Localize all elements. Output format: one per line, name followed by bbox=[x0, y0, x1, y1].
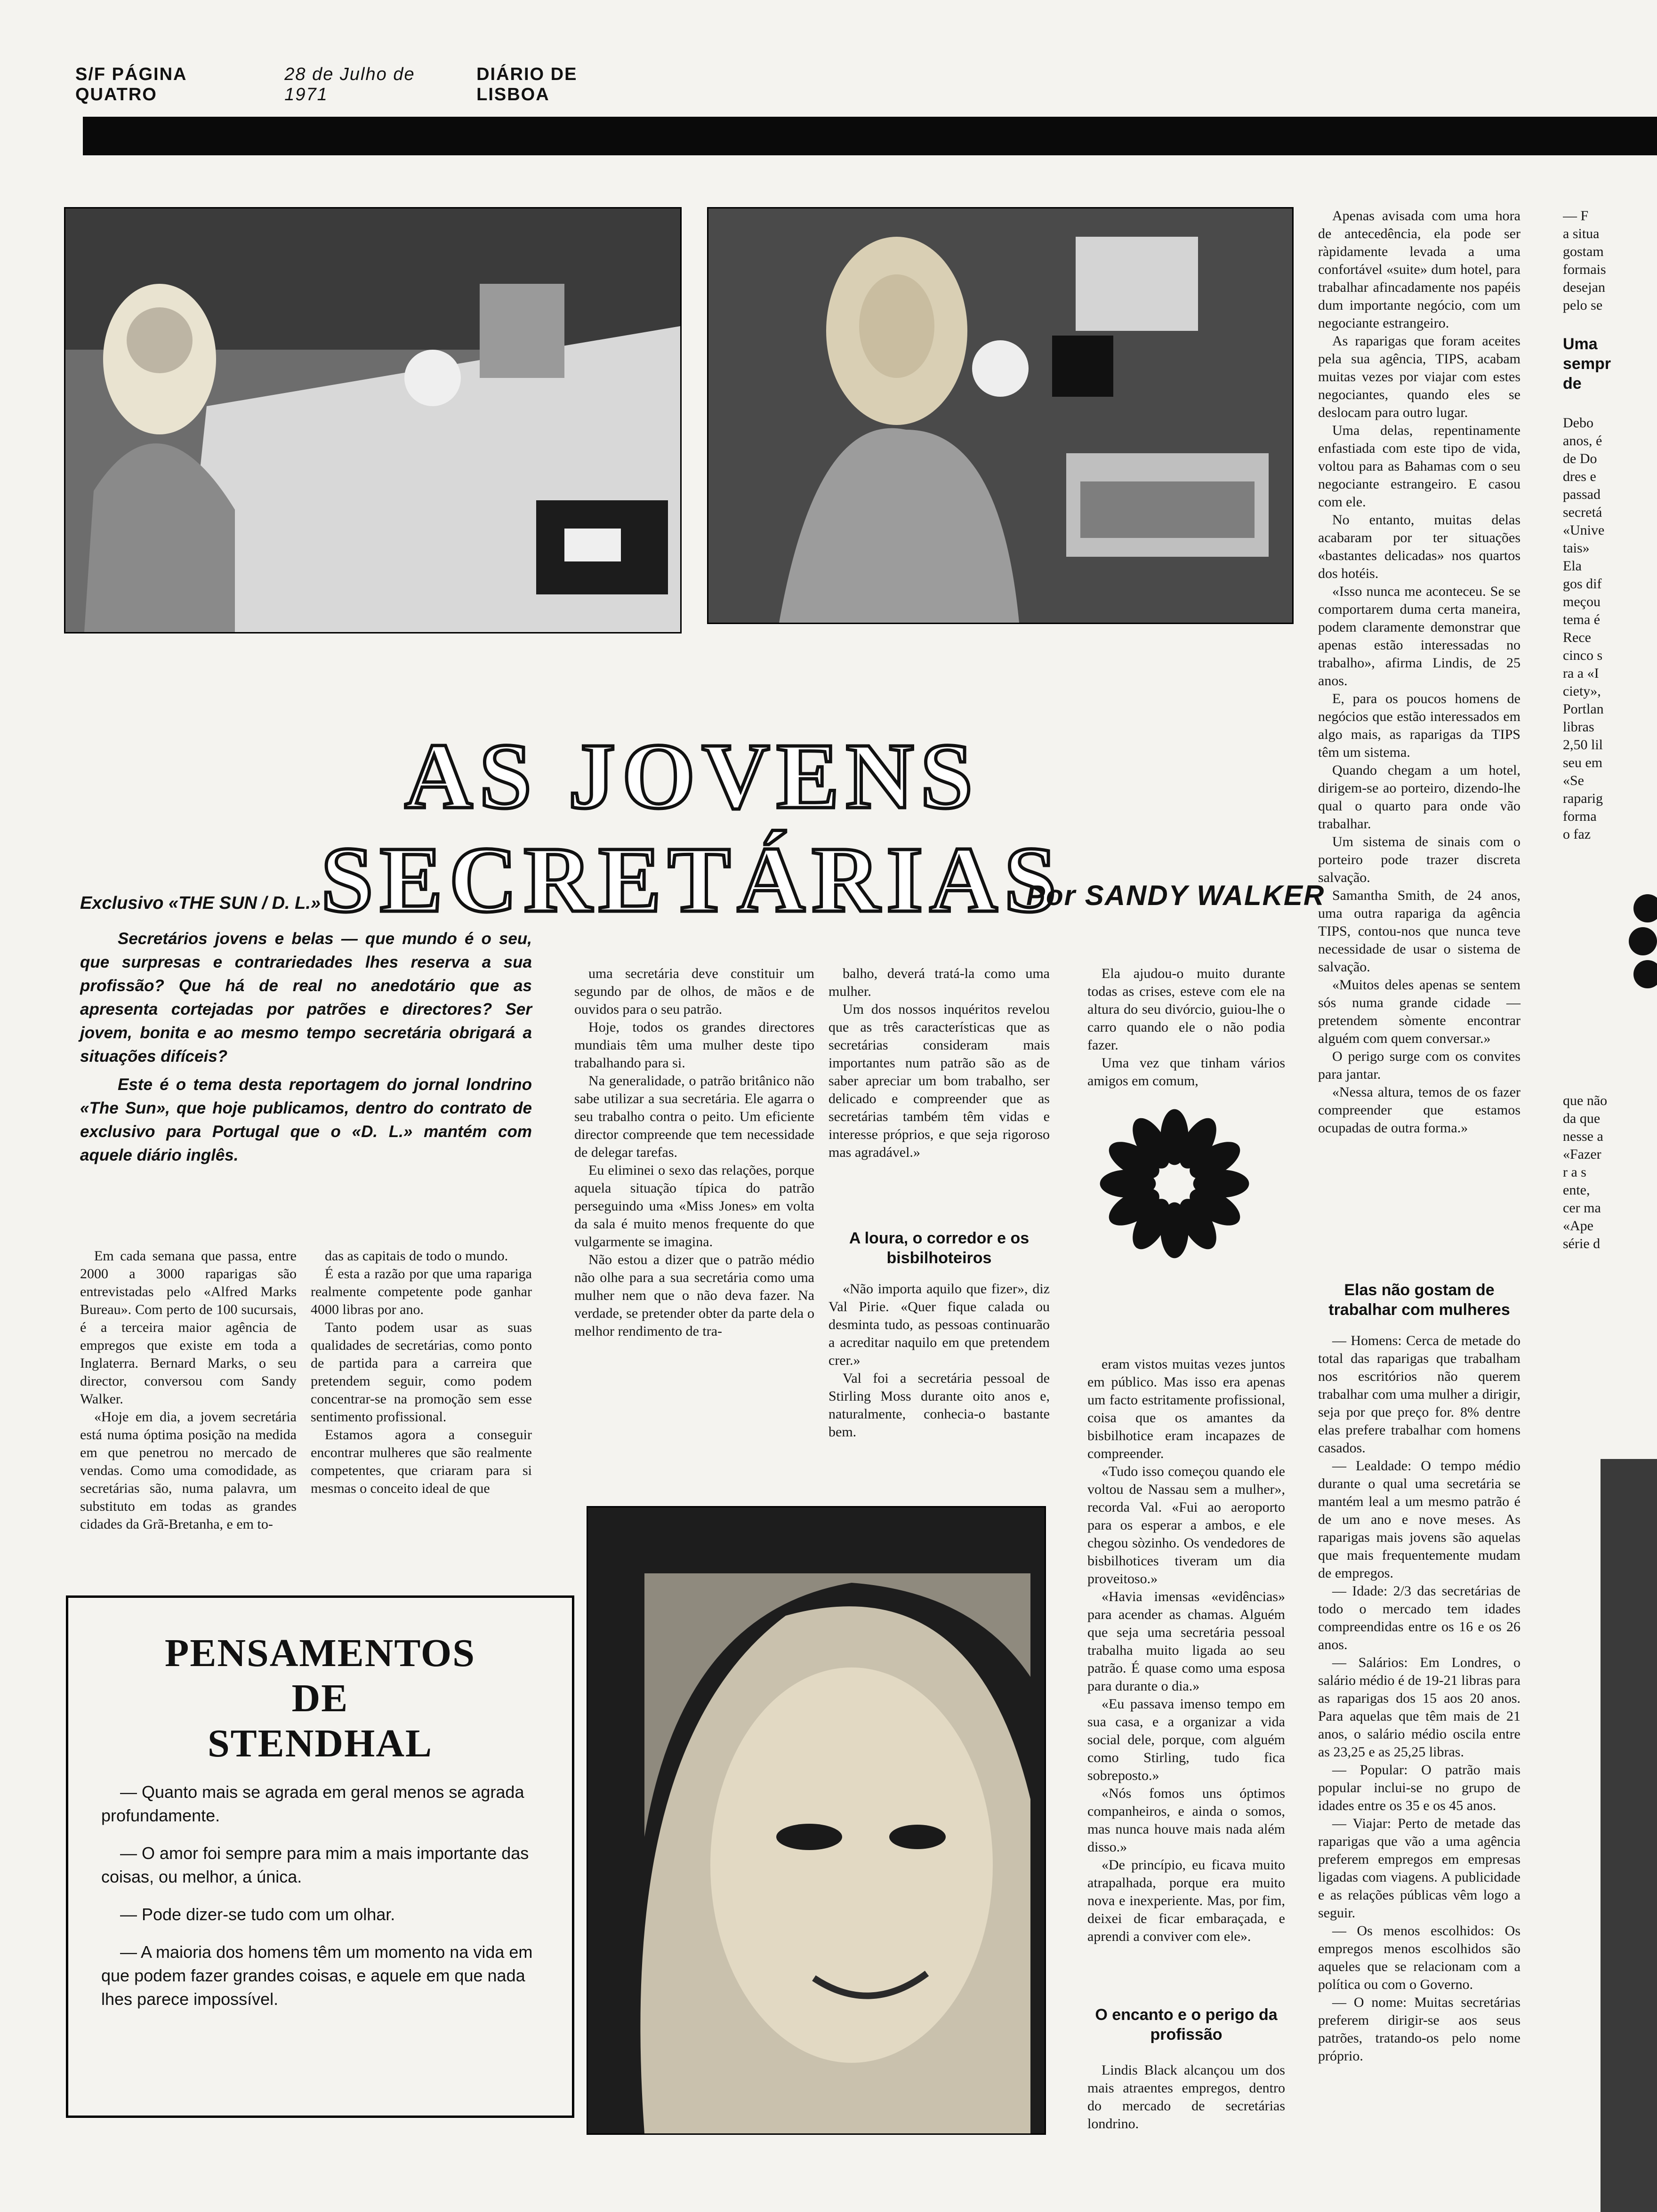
subhead-encanto: O encanto e o perigo da profissão bbox=[1095, 2006, 1278, 2044]
paragraph: O perigo surge com os convites para jantar. bbox=[1318, 1049, 1520, 1082]
byline: Por SANDY WALKER bbox=[1026, 880, 1325, 911]
paragraph: Quando chegam a um hotel, dirigem-se ao porteiro, dizendo-lhe qual o quarto para onde vão trabalhar. bbox=[1318, 762, 1520, 832]
paragraph: «De princípio, eu ficava muito atrapalhada, porque era muito nova e inexperiente. Mas, por fim, deixei de ficar embaraçada, e aprendi a conviver com ele». bbox=[1087, 1857, 1285, 1944]
column-3 bbox=[574, 965, 814, 1340]
paragraph: E, para os poucos homens de negócios que estão interessados em algo mais, as raparigas da TIPS têm um sistema. bbox=[1318, 691, 1520, 760]
paragraph: Samantha Smith, de 24 anos, uma outra rapariga da agência TIPS, contou-nos que nunca teve necessidade de usar o sistema de salvação. bbox=[1318, 888, 1520, 975]
partial-line: pelo se bbox=[1563, 297, 1603, 313]
paragraph: uma secretária deve constituir um segundo par de olhos, de mãos e de ouvidos para o seu patrão. bbox=[574, 966, 814, 1017]
paragraph: «Tudo isso começou quando ele voltou de Nassau sem a mulher», recorda Val. «Fui ao aeroporto para os esperar a ambos, e ele chegou sòzinho. Os vendedores de bisbilhotices tiveram um dia proveitoso.» bbox=[1087, 1464, 1285, 1587]
box-title-line: PENSAMENTOS bbox=[165, 1631, 475, 1675]
lede-paragraph: Este é o tema desta reportagem do jornal londrino «The Sun», que hoje publicamos, dentro do contrato de exclusivo para Portugal que o «D. L.» mantém com aquele diário inglês. bbox=[80, 1075, 532, 1164]
newspaper-name: DIÁRIO DE LISBOA bbox=[476, 64, 578, 104]
paragraph: Lindis Black alcançou um dos mais atraentes empregos, dentro do mercado de secretárias londrino. bbox=[1087, 2062, 1285, 2132]
partial-line: cinco s bbox=[1563, 648, 1603, 663]
photo-secretary-typewriter bbox=[707, 207, 1294, 624]
partial-line: sempr bbox=[1563, 355, 1611, 373]
partial-line: meçou bbox=[1563, 594, 1601, 609]
partial-line: Portlan bbox=[1563, 701, 1604, 717]
paragraph: eram vistos muitas vezes juntos em público. Mas isso era apenas um facto estritamente profissional, coisa que os amantes da bisbilhotice eram incapazes de compreender. bbox=[1087, 1356, 1285, 1461]
paragraph: balho, deverá tratá-la como uma mulher. bbox=[828, 966, 1050, 999]
paragraph: «Hoje em dia, a jovem secretária está numa óptima posição na medida em que penetrou no mercado de vendas. Como uma comodidade, as secretárias são, numa palavra, um substituto em todas as grandes cidades da Grã-Bretanha, e em to- bbox=[80, 1409, 297, 1532]
partial-text-top bbox=[1563, 207, 1657, 314]
partial-line: gos dif bbox=[1563, 576, 1602, 592]
paragraph: Ela ajudou-o muito durante todas as crises, esteve com ele na altura do seu divórcio, guiou-lhe o carro quando ele o não podia fazer. bbox=[1087, 966, 1285, 1053]
paragraph: «Não importa aquilo que fizer», diz Val Pirie. «Quer fique calada ou desminta tudo, as pessoas continuarão a acreditar naquilo em que pretendem crer.» bbox=[828, 1281, 1050, 1368]
partial-line: «Unive bbox=[1563, 522, 1605, 538]
partial-line: de bbox=[1563, 375, 1582, 393]
paragraph: «Nós fomos uns óptimos companheiros, e ainda o somos, mas nunca houve mais nada além disso.» bbox=[1087, 1786, 1285, 1855]
paragraph: Uma delas, repentinamente enfastiada com este tipo de vida, voltou para as Bahamas com o seu negociante estrangeiro. E casou com ele. bbox=[1318, 423, 1520, 510]
partial-line: de Do bbox=[1563, 451, 1597, 466]
partial-line: libras bbox=[1563, 719, 1594, 735]
paragraph: — Salários: Em Londres, o salário médio é de 19-21 libras para as raparigas dos 15 aos 20 anos. Para aquelas que têm mais de 21 anos, o salário médio oscila entre as 23,25 e as 25,25 libras. bbox=[1318, 1655, 1520, 1760]
column-5 bbox=[1087, 965, 1285, 1090]
partial-line: Uma bbox=[1563, 335, 1598, 353]
partial-subhead bbox=[1563, 334, 1657, 393]
paragraph: Apenas avisada com uma hora de antecedência, ela pode ser ràpidamente levada a uma confortável «suite» dum hotel, para trabalhar afincadamente nos papéis dum importante negócio, com um negociante estrangeiro. bbox=[1318, 208, 1520, 331]
subhead-mulheres: Elas não gostam de trabalhar com mulheres bbox=[1328, 1281, 1510, 1319]
issue-date: 28 de Julho de 1971 bbox=[284, 64, 415, 104]
paragraph: Estamos agora a conseguir encontrar mulheres que são realmente competentes, que criaram para si mesmas o conceito ideal de que bbox=[311, 1427, 532, 1496]
column-5b bbox=[1087, 1355, 1285, 1946]
paragraph: Um dos nossos inquéritos revelou que as três características que as secretárias consideram mais importantes num patrão são as de saber apreciar um bom trabalho, ser delicado e compreender que as secretárias também têm vidas e interesse próprios, e que seja rigoroso mas agradável.» bbox=[828, 1002, 1050, 1160]
partial-line: o faz bbox=[1563, 826, 1591, 842]
partial-line: Ela bbox=[1563, 558, 1582, 574]
partial-line: tais» bbox=[1563, 540, 1590, 556]
paragraph: Na generalidade, o patrão britânico não sabe utilizar a sua secretária. Ele agarra o seu trabalho contra o peito. Um eficiente director compreende que tem necessidade de delegar tarefas. bbox=[574, 1073, 814, 1160]
partial-line: que não bbox=[1563, 1093, 1608, 1108]
partial-line: dres e bbox=[1563, 469, 1596, 484]
paragraph: — Idade: 2/3 das secretárias de todo o mercado tem idades compreendidas entre os 16 e os 26 anos. bbox=[1318, 1583, 1520, 1652]
partial-line: Rece bbox=[1563, 630, 1591, 645]
paragraph: das as capitais de todo o mundo. bbox=[325, 1248, 508, 1264]
paragraph: Val foi a secretária pessoal de Stirling Moss durante oito anos e, naturalmente, conhecia-o bastante bem. bbox=[828, 1370, 1050, 1440]
paragraph: «Isso nunca me aconteceu. Se se comportarem duma certa maneira, podem claramente demonstrar que apenas estão interessadas no trabalho», afirma Lindis, de 25 anos. bbox=[1318, 584, 1520, 689]
partial-line: ente, bbox=[1563, 1182, 1590, 1198]
paragraph: Hoje, todos os grandes directores mundiais têm uma mulher deste tipo trabalhando para si. bbox=[574, 1019, 814, 1071]
partial-photo bbox=[1601, 1459, 1657, 2212]
column-4 bbox=[828, 965, 1050, 1162]
column-2 bbox=[311, 1247, 532, 1498]
paragraph: Em cada semana que passa, entre 2000 a 3000 raparigas são entrevistadas pelo «Alfred Marks Bureau». Com perto de 100 sucursais, é a terceira maior agência de empregos que existe em toda a Inglaterra. Bernard Marks, o seu director, conversou com Sandy Walker. bbox=[80, 1248, 297, 1407]
paragraph: — Popular: O patrão mais popular inclui-se no grupo de idades entre os 35 e os 45 anos. bbox=[1318, 1762, 1520, 1813]
paragraph: — Lealdade: O tempo médio durante o qual uma secretária se mantém leal a um mesmo patrão é de um ano e nove meses. As raparigas mais jovens são aquelas que mais frequentemente mudam de empregos. bbox=[1318, 1458, 1520, 1581]
partial-line: formais bbox=[1563, 262, 1606, 277]
subhead-loura: A loura, o corredor e os bisbilhoteiros bbox=[849, 1229, 1030, 1267]
paragraph: Tanto podem usar as suas qualidades de secretárias, como ponto de partida para a carreira que pretendem seguir, como podem concentrar-se na promoção sem esse sentimento profissional. bbox=[311, 1320, 532, 1425]
column-6 bbox=[1318, 207, 1520, 1137]
box-title-line: STENDHAL bbox=[207, 1722, 433, 1765]
partial-line: série d bbox=[1563, 1236, 1601, 1251]
page-label: S/F PÁGINA QUATRO bbox=[75, 64, 187, 104]
masthead bbox=[75, 64, 640, 104]
partial-line: tema é bbox=[1563, 612, 1601, 627]
paragraph: Um sistema de sinais com o porteiro pode trazer discreta salvação. bbox=[1318, 834, 1520, 885]
box-title-line: DE bbox=[291, 1676, 349, 1720]
quote: — A maioria dos homens têm um momento na vida em que podem fazer grandes coisas, e aquele em que nada lhes parece impossível. bbox=[101, 1942, 533, 2009]
partial-line: cer ma bbox=[1563, 1200, 1601, 1216]
column-6b bbox=[1318, 1332, 1520, 2065]
paragraph: «Nessa altura, temos de os fazer compreender que estamos ocupadas de outra forma.» bbox=[1318, 1084, 1520, 1136]
quote: — O amor foi sempre para mim a mais importante das coisas, ou melhor, a única. bbox=[101, 1843, 529, 1886]
paragraph: — Homens: Cerca de metade do total das raparigas que trabalham nos escritórios não querem trabalhar com uma mulher a dirigir, seja por que preço for. 8% dentre elas prefere trabalhar com homens casados. bbox=[1318, 1333, 1520, 1456]
lede-paragraph: Secretários jovens e belas — que mundo é o seu, que surpresas e contrariedades lhes reserva a sua profissão? Que há de real no anedotário que as apresenta cortejadas por patrões e directores? Ser jovem, bonita e ao mesmo tempo secretária obrigará a situações difíceis? bbox=[80, 930, 532, 1066]
column-4b bbox=[828, 1280, 1050, 1441]
partial-line: ra a «I bbox=[1563, 665, 1599, 681]
partial-line: raparig bbox=[1563, 791, 1603, 806]
paragraph: Não estou a dizer que o patrão médio não olhe para a sua secretária como uma mulher nem que o não deva fazer. Na verdade, se pretender obter da parte dela o melhor rendimento de tra- bbox=[574, 1252, 814, 1339]
paragraph: «Eu passava imenso tempo em sua casa, e a organizar a vida social dele, porque, com alguém como Stirling, tudo fica sobreposto.» bbox=[1087, 1696, 1285, 1783]
partial-line: nesse a bbox=[1563, 1129, 1603, 1144]
partial-line: «Fazer bbox=[1563, 1146, 1601, 1162]
partial-line: ciety», bbox=[1563, 683, 1601, 699]
partial-line: secretá bbox=[1563, 505, 1602, 520]
column-5c bbox=[1087, 2061, 1285, 2133]
paragraph: Eu eliminei o sexo das relações, porque aquela situação típica do patrão perseguindo uma «Miss Jones» em volta da sala é muito menos frequente do que vulgarmente se imagina. bbox=[574, 1162, 814, 1250]
paragraph: — O nome: Muitas secretárias preferem dirigir-se aos seus patrões, tratando-os pelo nome próprio. bbox=[1318, 1995, 1520, 2064]
partial-line: a situa bbox=[1563, 226, 1600, 241]
partial-line: Debo bbox=[1563, 415, 1593, 431]
flower-ornament bbox=[1097, 1106, 1252, 1261]
partial-line: r a s bbox=[1563, 1164, 1586, 1180]
paragraph: No entanto, muitas delas acabaram por ter situações «bastantes delicadas» nos quartos dos hotéis. bbox=[1318, 512, 1520, 581]
partial-line: anos, é bbox=[1563, 433, 1602, 449]
partial-text-middle bbox=[1563, 414, 1657, 843]
column-1 bbox=[80, 1247, 297, 1533]
partial-line: gostam bbox=[1563, 244, 1604, 259]
photo-secretary-portrait bbox=[587, 1506, 1046, 2135]
partial-line: da que bbox=[1563, 1111, 1601, 1126]
paragraph: As raparigas que foram aceites pela sua agência, TIPS, acabam muitas vezes por viajar com estes negociantes, quando eles se deslocam para outro lugar. bbox=[1318, 333, 1520, 420]
partial-text-lower bbox=[1563, 1092, 1657, 1253]
partial-line: 2,50 lil bbox=[1563, 737, 1603, 753]
stendhal-box bbox=[66, 1595, 574, 2118]
partial-line: desejan bbox=[1563, 280, 1605, 295]
partial-line: seu em bbox=[1563, 755, 1603, 770]
quote: — Quanto mais se agrada em geral menos se agrada profundamente. bbox=[101, 1782, 524, 1825]
exclusive-credit: Exclusivo «THE SUN / D. L.» bbox=[80, 893, 321, 913]
partial-line: passad bbox=[1563, 487, 1601, 502]
ornament-fragment bbox=[1629, 894, 1657, 988]
adjacent-page-strip bbox=[1553, 179, 1657, 2212]
paragraph: — Os menos escolhidos: Os empregos menos escolhidos são aqueles que se relacionam com a política ou com o Governo. bbox=[1318, 1923, 1520, 1992]
partial-line: «Se bbox=[1563, 773, 1584, 788]
header-rule bbox=[83, 117, 1657, 155]
partial-line: — F bbox=[1563, 208, 1589, 224]
paragraph: «Havia imensas «evidências» para acender as chamas. Alguém que seja uma secretária pessoal trabalha muito ligada ao seu patrão. É quase como uma esposa para durante o dia.» bbox=[1087, 1589, 1285, 1694]
paragraph: «Muitos deles apenas se sentem sós numa grande cidade — pretendem sòmente encontrar alguém com quem conversar.» bbox=[1318, 977, 1520, 1046]
lede bbox=[80, 927, 532, 1172]
paragraph: É esta a razão por que uma rapariga realmente competente pode ganhar 4000 libras por ano. bbox=[311, 1266, 532, 1317]
photo-secretary-desk bbox=[64, 207, 682, 633]
partial-line: «Ape bbox=[1563, 1218, 1593, 1234]
headline: AS JOVENS SECRETÁRIAS bbox=[321, 724, 1063, 932]
paragraph: Uma vez que tinham vários amigos em comum, bbox=[1087, 1055, 1285, 1089]
box-title bbox=[68, 1631, 572, 1766]
partial-line: forma bbox=[1563, 809, 1597, 824]
paragraph: — Viajar: Perto de metade das raparigas que vão a uma agência preferem empregos em empresas ligadas com viagens. A publicidade e as relações públicas vêm logo a seguir. bbox=[1318, 1816, 1520, 1921]
quote: — Pode dizer-se tudo com um olhar. bbox=[120, 1905, 395, 1924]
